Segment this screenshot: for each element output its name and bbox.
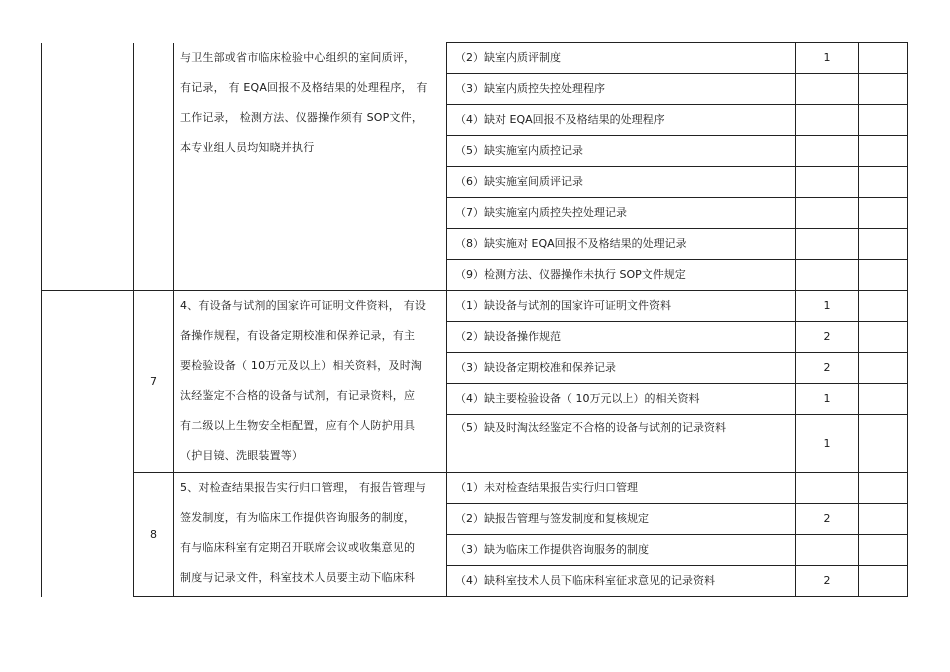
- score-cell: 1: [796, 43, 859, 74]
- remark-cell: [859, 384, 908, 415]
- requirement-line: 有二级以上生物安全柜配置，应有个人防护用具: [180, 419, 416, 432]
- score-cell: [796, 198, 859, 229]
- deduction-item: （1）未对检查结果报告实行归口管理: [447, 473, 796, 504]
- deduction-item: （4）缺科室技术人员下临床科室征求意见的记录资料: [447, 566, 796, 597]
- requirement-line: 有与临床科室有定期召开联席会议或收集意见的: [180, 541, 416, 554]
- deduction-item: （6）缺实施室间质评记录: [447, 167, 796, 198]
- table-row: [42, 291, 908, 322]
- deduction-item: （5）缺及时淘汰经鉴定不合格的设备与试剂的记录资料: [447, 415, 796, 473]
- score-cell: [796, 167, 859, 198]
- score-cell: [796, 473, 859, 504]
- requirement-line: 制度与记录文件，科室技术人员要主动下临床科: [180, 571, 416, 584]
- remark-cell: [859, 535, 908, 566]
- deduction-item: （1）缺设备与试剂的国家许可证明文件资料: [447, 291, 796, 322]
- remark-cell: [859, 229, 908, 260]
- score-cell: 2: [796, 353, 859, 384]
- remark-cell: [859, 473, 908, 504]
- remark-cell: [859, 105, 908, 136]
- deduction-item: （3）缺室内质控失控处理程序: [447, 74, 796, 105]
- requirement-line: 备操作规程，有设备定期校准和保养记录，有主: [180, 329, 416, 342]
- requirement-cell: [174, 291, 447, 473]
- remark-cell: [859, 43, 908, 74]
- score-cell: [796, 105, 859, 136]
- requirement-line: （护目镜、洗眼装置等）: [180, 449, 304, 462]
- score-cell: [796, 74, 859, 105]
- category-cell: [42, 43, 134, 291]
- deduction-item: （3）缺为临床工作提供咨询服务的制度: [447, 535, 796, 566]
- section-number-cell: [134, 43, 174, 291]
- remark-cell: [859, 260, 908, 291]
- requirement-line: 本专业组人员均知晓并执行: [180, 140, 315, 154]
- deduction-item: （4）缺主要检验设备（ 10万元以上）的相关资料: [447, 384, 796, 415]
- standards-table: [41, 42, 908, 597]
- requirement-line: 要检验设备（ 10万元及以上）相关资料，及时淘: [180, 359, 423, 372]
- requirement-line: 与卫生部或省市临床检验中心组织的室间质评，: [180, 50, 416, 64]
- remark-cell: [859, 415, 908, 473]
- requirement-line: 有记录， 有 EQA回报不及格结果的处理程序， 有: [180, 80, 428, 94]
- remark-cell: [859, 136, 908, 167]
- deduction-item: （7）缺实施室内质控失控处理记录: [447, 198, 796, 229]
- deduction-item: （5）缺实施室内质控记录: [447, 136, 796, 167]
- requirement-line: 汰经鉴定不合格的设备与试剂，有记录资料，应: [180, 389, 416, 402]
- score-cell: 2: [796, 566, 859, 597]
- remark-cell: [859, 74, 908, 105]
- requirement-line: 签发制度，有为临床工作提供咨询服务的制度，: [180, 511, 416, 524]
- score-cell: [796, 136, 859, 167]
- deduction-item: （2）缺设备操作规范: [447, 322, 796, 353]
- requirement-line: 工作记录， 检测方法、仪器操作须有 SOP文件，: [180, 110, 424, 124]
- deduction-item: （8）缺实施对 EQA回报不及格结果的处理记录: [447, 229, 796, 260]
- score-cell: 1: [796, 291, 859, 322]
- requirement-line: 4、有设备与试剂的国家许可证明文件资料， 有设: [180, 299, 427, 312]
- score-cell: 2: [796, 322, 859, 353]
- deduction-item: （3）缺设备定期校准和保养记录: [447, 353, 796, 384]
- remark-cell: [859, 198, 908, 229]
- deduction-item: （4）缺对 EQA回报不及格结果的处理程序: [447, 105, 796, 136]
- remark-cell: [859, 353, 908, 384]
- remark-cell: [859, 291, 908, 322]
- deduction-item: （2）缺报告管理与签发制度和复核规定: [447, 504, 796, 535]
- requirement-cell: [174, 43, 447, 291]
- score-cell: 2: [796, 504, 859, 535]
- score-cell: [796, 260, 859, 291]
- remark-cell: [859, 322, 908, 353]
- requirement-cell: [174, 473, 447, 597]
- score-cell: [796, 229, 859, 260]
- score-cell: [796, 535, 859, 566]
- score-cell: 1: [796, 415, 859, 473]
- remark-cell: [859, 566, 908, 597]
- requirement-line: 5、对检查结果报告实行归口管理， 有报告管理与: [180, 481, 427, 494]
- score-cell: 1: [796, 384, 859, 415]
- section-number-cell: 7: [134, 291, 174, 473]
- deduction-item: （2）缺室内质评制度: [447, 43, 796, 74]
- table-row: [42, 43, 908, 74]
- deduction-item: （9）检测方法、仪器操作未执行 SOP文件规定: [447, 260, 796, 291]
- remark-cell: [859, 167, 908, 198]
- table-row: [42, 473, 908, 504]
- category-cell: [42, 291, 134, 597]
- remark-cell: [859, 504, 908, 535]
- section-number-cell: 8: [134, 473, 174, 597]
